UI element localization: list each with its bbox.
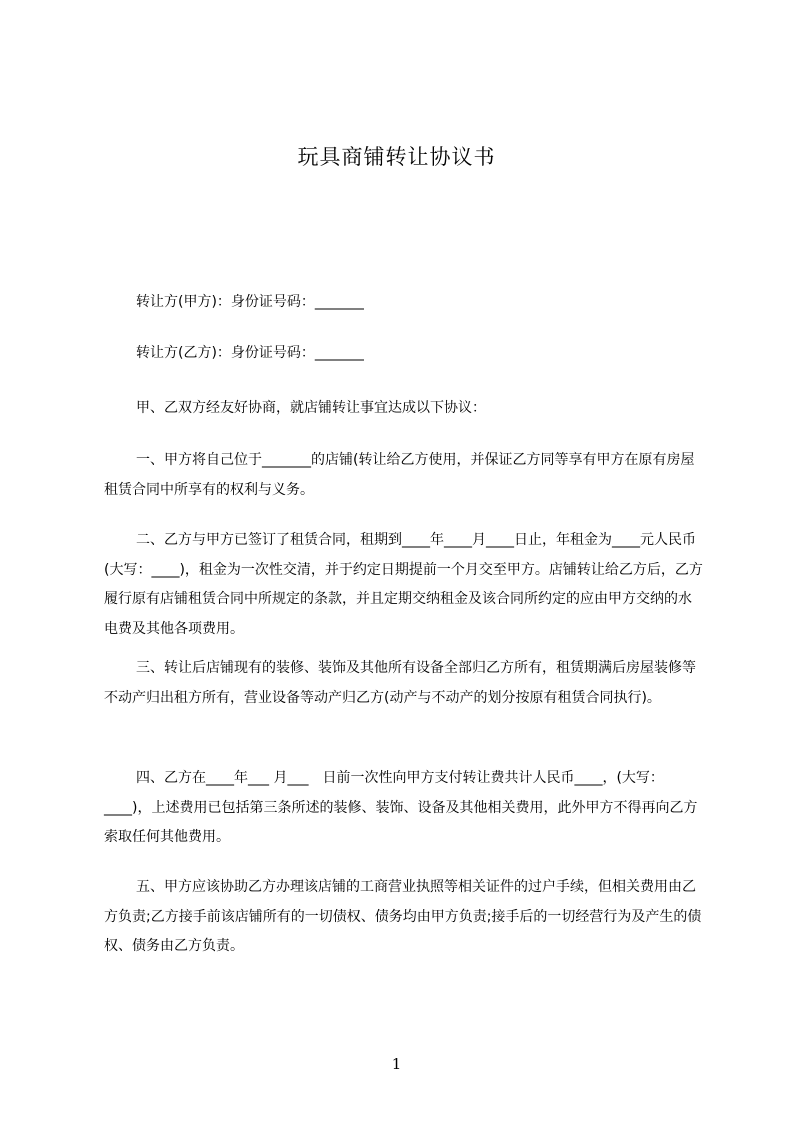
clause-4: 四、乙方在____年___ 月___ 日前一次性向甲方支付转让费共计人民币____，(大写：____)，上述费用已包括第三条所述的装修、装饰、设备及其他相关费用，此外甲方不得再向乙方索取任何其他费用。 bbox=[104, 770, 698, 845]
clause-2: 二、乙方与甲方已签订了租赁合同，租期到____年____月____日止，年租金为____元人民币(大写：____)，租金为一次性交清，并于约定日期提前一个月交至甲方。店铺转让给乙方后，乙方履行原有店铺租赁合同中所规定的条款，并且定期交纳租金及该合同所约定的应由甲方交纳的水电费及其他各项费用。 bbox=[104, 532, 703, 637]
page-number: 1 bbox=[391, 1055, 402, 1073]
clause-3: 三、转让后店铺现有的装修、装饰及其他所有设备全部归乙方所有，租赁期满后房屋装修等不动产归出租方所有，营业设备等动产归乙方(动产与不动产的划分按原有租赁合同执行)。 bbox=[104, 660, 696, 706]
intro-paragraph: 甲、乙双方经友好协商，就店铺转让事宜达成以下协议： bbox=[136, 400, 486, 416]
clause-5: 五、甲方应该协助乙方办理该店铺的工商营业执照等相关证件的过户手续，但相关费用由乙方负责;乙方接手前该店铺所有的一切债权、债务均由甲方负责;接手后的一切经营行为及产生的债权、债务由乙方负责。 bbox=[104, 879, 702, 954]
clause-1: 一、甲方将自己位于_______的店铺(转让给乙方使用，并保证乙方同等享有甲方在原有房屋租赁合同中所享有的权利与义务。 bbox=[104, 452, 695, 498]
party-b-line: 转让方(乙方)：身份证号码：_______ bbox=[136, 345, 364, 361]
document-title: 玩具商铺转让协议书 bbox=[297, 145, 496, 169]
party-a-line: 转让方(甲方)：身份证号码：_______ bbox=[136, 294, 364, 310]
